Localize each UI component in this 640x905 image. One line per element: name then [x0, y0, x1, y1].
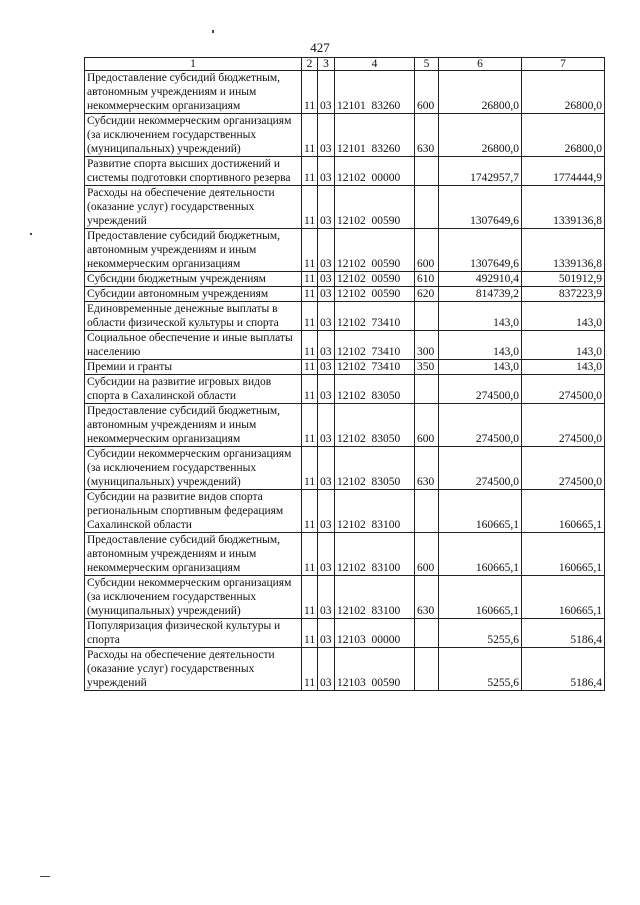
amount-year1-cell: 1307649,6	[439, 229, 522, 272]
subsection-cell: 03	[318, 186, 335, 229]
column-header: 1	[85, 58, 302, 71]
table-row	[85, 576, 605, 619]
amount-year1-cell: 5255,6	[439, 648, 522, 691]
target-article-cell: 12102 83100	[335, 490, 415, 533]
item-name-cell: Единовременные денежные выплаты в области физической культуры и спорта	[85, 302, 302, 331]
amount-year2-cell: 143,0	[522, 360, 605, 375]
target-article-cell: 12102 00000	[335, 157, 415, 186]
section-cell: 11	[302, 619, 318, 648]
subsection-cell: 03	[318, 71, 335, 114]
section-cell: 11	[302, 287, 318, 302]
expense-type-cell	[415, 490, 439, 533]
subsection-cell: 03	[318, 287, 335, 302]
section-cell: 11	[302, 114, 318, 157]
amount-year1-cell: 143,0	[439, 331, 522, 360]
amount-year1-cell: 160665,1	[439, 533, 522, 576]
amount-year1-cell: 274500,0	[439, 375, 522, 404]
amount-year2-cell: 5186,4	[522, 619, 605, 648]
table-row	[85, 619, 605, 648]
table-row	[85, 375, 605, 404]
column-header: 3	[318, 58, 335, 71]
item-name-cell: Предоставление субсидий бюджетным, автономным учреждениям и иным некоммерческим организациям	[85, 404, 302, 447]
amount-year2-cell: 1774444,9	[522, 157, 605, 186]
subsection-cell: 03	[318, 157, 335, 186]
table-row	[85, 331, 605, 360]
amount-year2-cell: 501912,9	[522, 272, 605, 287]
column-header: 5	[415, 58, 439, 71]
table-row	[85, 229, 605, 272]
budget-table	[84, 57, 605, 691]
expense-type-cell	[415, 157, 439, 186]
item-name-cell: Предоставление субсидий бюджетным, автономным учреждениям и иным некоммерческим организациям	[85, 533, 302, 576]
item-name-cell: Популяризация физической культуры и спорта	[85, 619, 302, 648]
target-article-cell: 12102 00590	[335, 186, 415, 229]
expense-type-cell: 620	[415, 287, 439, 302]
table-header-row	[85, 58, 605, 71]
amount-year2-cell: 26800,0	[522, 114, 605, 157]
table-row	[85, 404, 605, 447]
item-name-cell: Субсидии на развитие видов спорта региональным спортивным федерациям Сахалинской области	[85, 490, 302, 533]
table-row	[85, 186, 605, 229]
subsection-cell: 03	[318, 331, 335, 360]
subsection-cell: 03	[318, 447, 335, 490]
table-row	[85, 447, 605, 490]
target-article-cell: 12102 00590	[335, 287, 415, 302]
subsection-cell: 03	[318, 375, 335, 404]
subsection-cell: 03	[318, 576, 335, 619]
table-row	[85, 302, 605, 331]
amount-year1-cell: 1307649,6	[439, 186, 522, 229]
target-article-cell: 12102 83100	[335, 533, 415, 576]
scan-speck	[40, 876, 50, 877]
section-cell: 11	[302, 375, 318, 404]
subsection-cell: 03	[318, 404, 335, 447]
expense-type-cell: 600	[415, 533, 439, 576]
subsection-cell: 03	[318, 533, 335, 576]
column-header: 2	[302, 58, 318, 71]
section-cell: 11	[302, 186, 318, 229]
expense-type-cell: 610	[415, 272, 439, 287]
subsection-cell: 03	[318, 360, 335, 375]
target-article-cell: 12103 00590	[335, 648, 415, 691]
amount-year1-cell: 143,0	[439, 360, 522, 375]
target-article-cell: 12101 83260	[335, 71, 415, 114]
item-name-cell: Субсидии некоммерческим организациям (за исключением государственных (муниципальных) учреждений)	[85, 114, 302, 157]
table-row	[85, 71, 605, 114]
table-row	[85, 360, 605, 375]
subsection-cell: 03	[318, 302, 335, 331]
subsection-cell: 03	[318, 490, 335, 533]
expense-type-cell: 600	[415, 71, 439, 114]
expense-type-cell	[415, 648, 439, 691]
target-article-cell: 12102 73410	[335, 302, 415, 331]
amount-year1-cell: 5255,6	[439, 619, 522, 648]
expense-type-cell: 630	[415, 447, 439, 490]
target-article-cell: 12101 83260	[335, 114, 415, 157]
subsection-cell: 03	[318, 229, 335, 272]
expense-type-cell	[415, 619, 439, 648]
column-header: 7	[522, 58, 605, 71]
section-cell: 11	[302, 272, 318, 287]
subsection-cell: 03	[318, 114, 335, 157]
amount-year2-cell: 274500,0	[522, 447, 605, 490]
item-name-cell: Предоставление субсидий бюджетным, автономным учреждениям и иным некоммерческим организациям	[85, 229, 302, 272]
subsection-cell: 03	[318, 272, 335, 287]
item-name-cell: Субсидии на развитие игровых видов спорта в Сахалинской области	[85, 375, 302, 404]
amount-year1-cell: 814739,2	[439, 287, 522, 302]
item-name-cell: Субсидии некоммерческим организациям (за исключением государственных (муниципальных) учреждений)	[85, 447, 302, 490]
table-row	[85, 648, 605, 691]
target-article-cell: 12102 73410	[335, 331, 415, 360]
page-number: 427	[310, 40, 330, 55]
amount-year1-cell: 160665,1	[439, 490, 522, 533]
amount-year1-cell: 1742957,7	[439, 157, 522, 186]
target-article-cell: 12102 83050	[335, 375, 415, 404]
item-name-cell: Развитие спорта высших достижений и системы подготовки спортивного резерва	[85, 157, 302, 186]
section-cell: 11	[302, 302, 318, 331]
amount-year2-cell: 837223,9	[522, 287, 605, 302]
table-row	[85, 490, 605, 533]
item-name-cell: Социальное обеспечение и иные выплаты населению	[85, 331, 302, 360]
expense-type-cell: 350	[415, 360, 439, 375]
item-name-cell: Расходы на обеспечение деятельности (оказание услуг) государственных учреждений	[85, 648, 302, 691]
expense-type-cell: 630	[415, 114, 439, 157]
amount-year2-cell: 160665,1	[522, 490, 605, 533]
expense-type-cell: 300	[415, 331, 439, 360]
target-article-cell: 12102 83100	[335, 576, 415, 619]
expense-type-cell	[415, 375, 439, 404]
amount-year1-cell: 160665,1	[439, 576, 522, 619]
column-header: 4	[335, 58, 415, 71]
amount-year2-cell: 143,0	[522, 331, 605, 360]
target-article-cell: 12102 00590	[335, 229, 415, 272]
section-cell: 11	[302, 331, 318, 360]
target-article-cell: 12102 83050	[335, 447, 415, 490]
item-name-cell: Премии и гранты	[85, 360, 302, 375]
amount-year1-cell: 492910,4	[439, 272, 522, 287]
amount-year2-cell: 26800,0	[522, 71, 605, 114]
expense-type-cell	[415, 302, 439, 331]
table-row	[85, 272, 605, 287]
amount-year1-cell: 26800,0	[439, 114, 522, 157]
amount-year1-cell: 143,0	[439, 302, 522, 331]
amount-year2-cell: 1339136,8	[522, 186, 605, 229]
section-cell: 11	[302, 576, 318, 619]
amount-year1-cell: 274500,0	[439, 447, 522, 490]
target-article-cell: 12102 83050	[335, 404, 415, 447]
target-article-cell: 12102 73410	[335, 360, 415, 375]
amount-year1-cell: 274500,0	[439, 404, 522, 447]
section-cell: 11	[302, 404, 318, 447]
amount-year2-cell: 274500,0	[522, 404, 605, 447]
scan-speck	[212, 30, 214, 33]
amount-year2-cell: 274500,0	[522, 375, 605, 404]
section-cell: 11	[302, 360, 318, 375]
item-name-cell: Субсидии некоммерческим организациям (за исключением государственных (муниципальных) учреждений)	[85, 576, 302, 619]
target-article-cell: 12103 00000	[335, 619, 415, 648]
subsection-cell: 03	[318, 648, 335, 691]
section-cell: 11	[302, 447, 318, 490]
expense-type-cell: 600	[415, 229, 439, 272]
section-cell: 11	[302, 648, 318, 691]
amount-year2-cell: 143,0	[522, 302, 605, 331]
table-row	[85, 533, 605, 576]
table-row	[85, 114, 605, 157]
item-name-cell: Предоставление субсидий бюджетным, автономным учреждениям и иным некоммерческим организациям	[85, 71, 302, 114]
section-cell: 11	[302, 71, 318, 114]
amount-year2-cell: 160665,1	[522, 533, 605, 576]
column-header: 6	[439, 58, 522, 71]
subsection-cell: 03	[318, 619, 335, 648]
section-cell: 11	[302, 157, 318, 186]
expense-type-cell: 630	[415, 576, 439, 619]
amount-year1-cell: 26800,0	[439, 71, 522, 114]
amount-year2-cell: 1339136,8	[522, 229, 605, 272]
expense-type-cell: 600	[415, 404, 439, 447]
item-name-cell: Расходы на обеспечение деятельности (оказание услуг) государственных учреждений	[85, 186, 302, 229]
section-cell: 11	[302, 229, 318, 272]
expense-type-cell	[415, 186, 439, 229]
section-cell: 11	[302, 490, 318, 533]
target-article-cell: 12102 00590	[335, 272, 415, 287]
section-cell: 11	[302, 533, 318, 576]
amount-year2-cell: 160665,1	[522, 576, 605, 619]
scan-speck	[30, 233, 32, 235]
item-name-cell: Субсидии автономным учреждениям	[85, 287, 302, 302]
item-name-cell: Субсидии бюджетным учреждениям	[85, 272, 302, 287]
table-row	[85, 157, 605, 186]
table-row	[85, 287, 605, 302]
amount-year2-cell: 5186,4	[522, 648, 605, 691]
